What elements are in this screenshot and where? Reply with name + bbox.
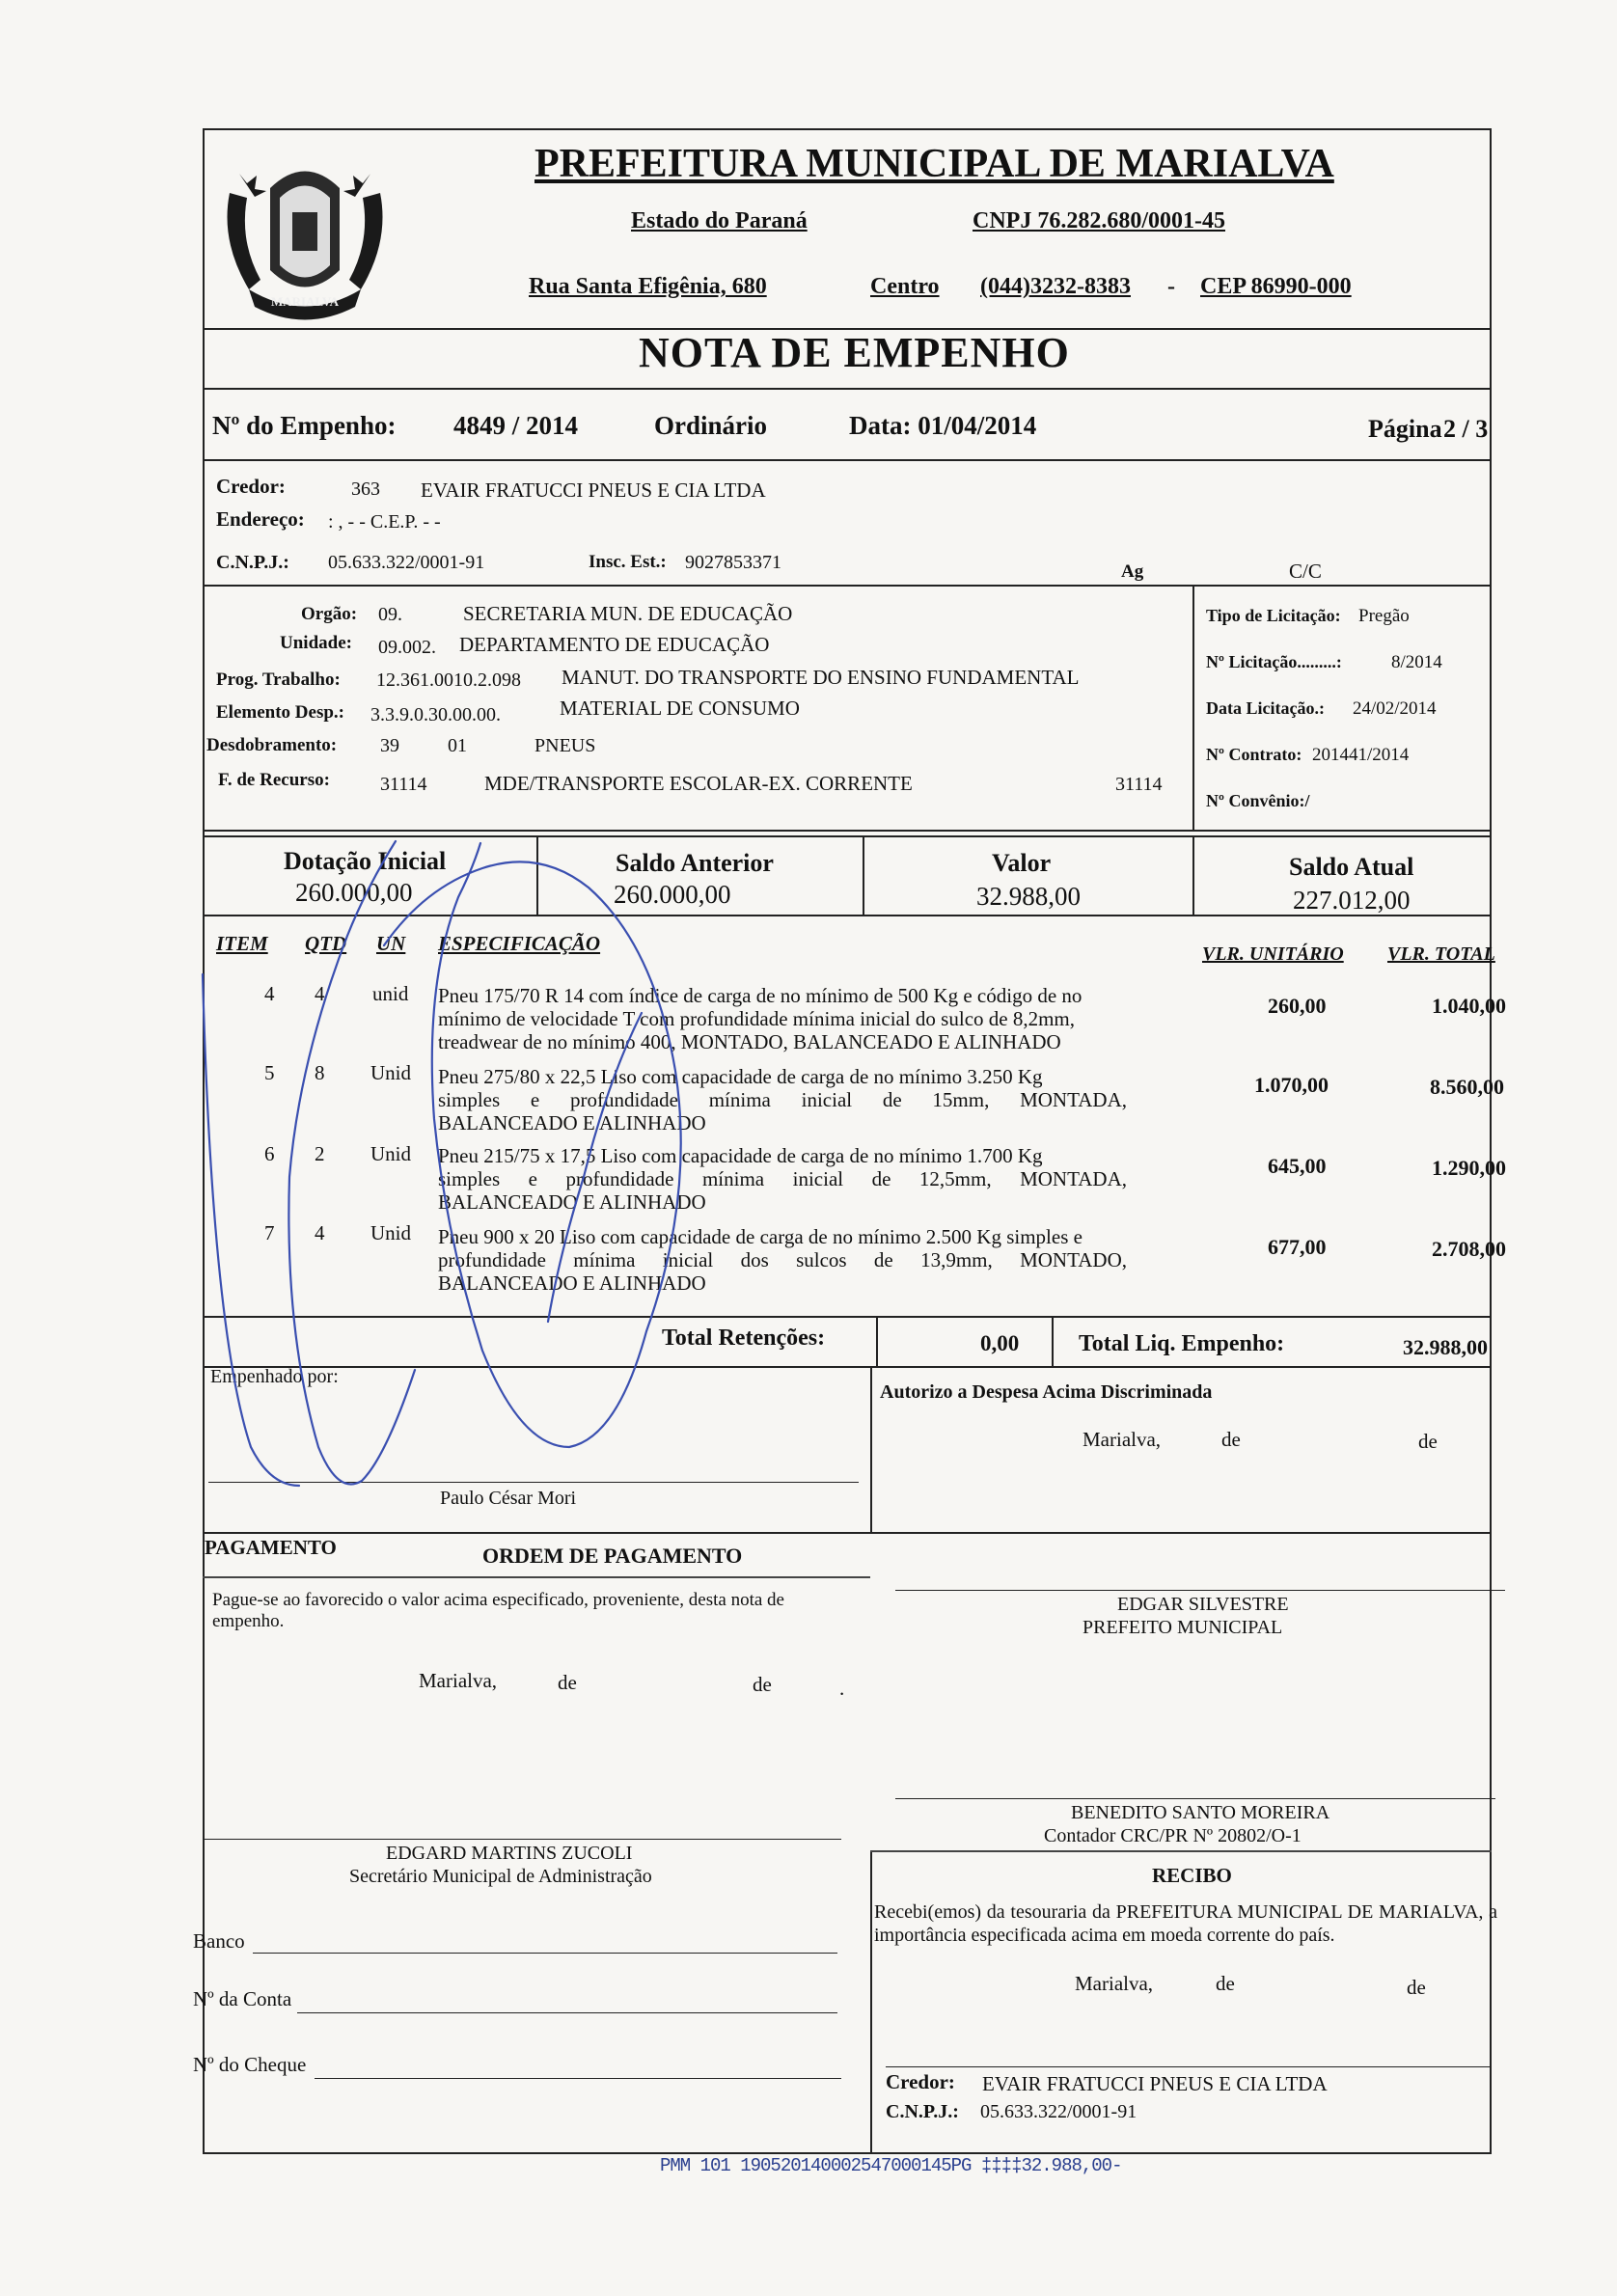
item-6-spec-line2: simples e profundidade mínima inicial de 12,5mm, MONTADA, <box>438 1167 1127 1190</box>
fonte-recurso-code: 31114 <box>380 774 427 795</box>
item-6-spec-line3: BALANCEADO E ALINHADO <box>438 1190 706 1214</box>
item-4-number: 4 <box>264 982 275 1005</box>
address-street: Rua Santa Efigênia, 680 <box>529 274 767 299</box>
item-5-number: 5 <box>264 1061 275 1084</box>
secretario-name: EDGARD MARTINS ZUCOLI <box>386 1843 633 1864</box>
empenhado-por-label: Empenhado por: <box>210 1366 339 1387</box>
recibo-cnpj: 05.633.322/0001-91 <box>980 2101 1137 2122</box>
page-title: PREFEITURA MUNICIPAL DE MARIALVA <box>534 142 1334 186</box>
data-licitacao: 24/02/2014 <box>1353 698 1437 719</box>
document-title: NOTA DE EMPENHO <box>639 329 1070 376</box>
item-6-spec-line1: Pneu 215/75 x 17,5 Liso com capacidade de carga de no mínimo 1.700 Kg <box>438 1144 1043 1167</box>
empenhado-por-name: Paulo César Mori <box>440 1488 577 1509</box>
desdobramento-code: 39 <box>380 735 399 756</box>
item-4-unit-price: 260,00 <box>1268 994 1327 1018</box>
contador-name: BENEDITO SANTO MOREIRA <box>1071 1802 1330 1823</box>
desdobramento-name: PNEUS <box>534 735 596 756</box>
pagamento-de-1: de <box>558 1671 577 1694</box>
elemento-despesa-label: Elemento Desp.: <box>216 702 344 723</box>
item-6-unit: Unid <box>370 1142 411 1165</box>
page-number: 2 / 3 <box>1443 415 1489 443</box>
prog-trabalho-name: MANUT. DO TRANSPORTE DO ENSINO FUNDAMENTAL <box>562 666 1080 689</box>
banco-field[interactable] <box>253 1953 837 1954</box>
empenho-type: Ordinário <box>654 411 768 440</box>
unidade-name: DEPARTAMENTO DE EDUCAÇÃO <box>459 633 770 656</box>
item-7-number: 7 <box>264 1221 275 1244</box>
pagamento-text: Pague-se ao favorecido o valor acima especificado, proveniente, desta nota de empenho. <box>212 1590 784 1631</box>
valor: 32.988,00 <box>976 882 1081 911</box>
desdobramento-label: Desdobramento: <box>206 735 338 755</box>
item-7-unit: Unid <box>370 1221 411 1244</box>
elemento-despesa-name: MATERIAL DE CONSUMO <box>560 697 800 720</box>
autorizo-label: Autorizo a Despesa Acima Discriminada <box>880 1381 1213 1403</box>
recibo-de-1: de <box>1216 1972 1235 1995</box>
item-5-unit-price: 1.070,00 <box>1254 1073 1329 1097</box>
item-6-qtd: 2 <box>315 1142 325 1165</box>
elemento-despesa-code: 3.3.9.0.30.00.00. <box>370 704 501 725</box>
orgao-name: SECRETARIA MUN. DE EDUCAÇÃO <box>463 602 793 625</box>
col-header-item: ITEM <box>216 932 268 955</box>
unidade-label: Unidade: <box>280 633 352 653</box>
endereco-label: Endereço: <box>216 507 305 531</box>
endereco-value: : , - - C.E.P. - - <box>328 511 441 533</box>
orgao-code: 09. <box>378 604 402 625</box>
total-retencoes: 0,00 <box>980 1331 1020 1355</box>
prefeito-name: EDGAR SILVESTRE <box>1117 1594 1289 1615</box>
saldo-atual: 227.012,00 <box>1293 886 1411 915</box>
num-licitacao-label: Nº Licitação.........: <box>1206 652 1342 671</box>
credor-code: 363 <box>351 478 380 500</box>
autenticacao-code: PMM 101 190520140002547000145PG ‡‡‡‡32.988,00- <box>660 2155 1122 2176</box>
item-7-spec-line2: profundidade mínima inicial dos sulcos de 13,9mm, MONTADO, <box>438 1248 1127 1271</box>
autorizo-place: Marialva, <box>1083 1428 1162 1451</box>
item-6-total: 1.290,00 <box>1432 1156 1506 1180</box>
valor-label: Valor <box>992 849 1052 877</box>
empenho-number: 4849 / 2014 <box>453 411 579 440</box>
col-header-vlr-total: VLR. TOTAL <box>1387 943 1495 965</box>
item-7-spec-line1: Pneu 900 x 20 Liso com capacidade de carga de no mínimo 2.500 Kg simples e <box>438 1225 1083 1248</box>
tipo-licitacao: Pregão <box>1358 606 1410 626</box>
recibo-title: RECIBO <box>1152 1864 1232 1887</box>
secretario-role: Secretário Municipal de Administração <box>349 1866 652 1887</box>
item-5-spec-line2: simples e profundidade mínima inicial de 15mm, MONTADA, <box>438 1088 1127 1111</box>
address-cep: CEP 86990-000 <box>1200 274 1352 299</box>
empenho-date: Data: 01/04/2014 <box>849 411 1037 440</box>
credor-cnpj-label: C.N.P.J.: <box>216 552 289 573</box>
cheque-label: Nº do Cheque <box>193 2053 307 2076</box>
contador-role: Contador CRC/PR Nº 20802/O-1 <box>1044 1825 1302 1846</box>
item-7-qtd: 4 <box>315 1221 325 1244</box>
address-phone: (044)3232-8383 <box>980 274 1131 299</box>
conta-field[interactable] <box>297 2012 837 2013</box>
municipal-crest-logo <box>210 135 399 328</box>
item-7-unit-price: 677,00 <box>1268 1235 1327 1259</box>
col-header-un: UN <box>376 932 406 955</box>
unidade-code: 09.002. <box>378 637 436 658</box>
pagamento-de-2: de <box>753 1673 772 1696</box>
dotacao-inicial-label: Dotação Inicial <box>284 847 447 875</box>
conta-label: Nº da Conta <box>193 1987 292 2010</box>
tipo-licitacao-label: Tipo de Licitação: <box>1206 606 1341 625</box>
recibo-place: Marialva, <box>1075 1972 1154 1995</box>
handwritten-signature <box>193 830 772 1505</box>
desdobramento-sub: 01 <box>448 735 467 756</box>
prog-trabalho-code: 12.361.0010.2.098 <box>376 670 521 691</box>
fonte-recurso-name: MDE/TRANSPORTE ESCOLAR-EX. CORRENTE <box>484 772 913 795</box>
item-5-spec-line1: Pneu 275/80 x 22,5 Liso com capacidade de carga de no mínimo 3.250 Kg <box>438 1065 1043 1088</box>
orgao-label: Orgão: <box>301 604 358 624</box>
address-district: Centro <box>870 274 940 299</box>
page-number-label: Página <box>1368 415 1442 443</box>
item-4-spec-line3: treadwear de no mínimo 400, MONTADO, BALANCEADO E ALINHADO <box>438 1030 1061 1053</box>
cnpj-header: CNPJ 76.282.680/0001-45 <box>973 208 1225 233</box>
total-liq: 32.988,00 <box>1403 1335 1488 1359</box>
recibo-credor-label: Credor: <box>886 2070 955 2093</box>
data-licitacao-label: Data Licitação.: <box>1206 698 1325 718</box>
recibo-credor: EVAIR FRATUCCI PNEUS E CIA LTDA <box>982 2072 1328 2095</box>
pagamento-label: PAGAMENTO <box>205 1536 337 1559</box>
convenio-label: Nº Convênio:/ <box>1206 791 1310 810</box>
item-4-spec-line2: mínimo de velocidade T com profundidade mínima inicial do sulco de 8,2mm, <box>438 1007 1076 1030</box>
address-separator: - <box>1167 274 1175 299</box>
dotacao-inicial: 260.000,00 <box>295 878 413 907</box>
autorizo-de-1: de <box>1221 1428 1241 1451</box>
saldo-anterior: 260.000,00 <box>614 880 731 909</box>
insc-est-label: Insc. Est.: <box>589 552 667 572</box>
pagamento-dot: . <box>839 1677 845 1700</box>
contrato-number: 201441/2014 <box>1312 745 1410 765</box>
item-5-unit: Unid <box>370 1061 411 1084</box>
recibo-text: Recebi(emos) da tesouraria da PREFEITURA MUNICIPAL DE MARIALVA, a importância especificada acima em moeda corrente do país. <box>874 1901 1497 1946</box>
col-header-qtd: QTD <box>305 932 347 955</box>
banco-label: Banco <box>193 1929 245 1953</box>
credor-name: EVAIR FRATUCCI PNEUS E CIA LTDA <box>421 478 766 502</box>
saldo-atual-label: Saldo Atual <box>1289 853 1414 881</box>
account-label: C/C <box>1289 560 1322 583</box>
fonte-recurso-code-2: 31114 <box>1115 774 1163 795</box>
col-header-vlr-unitario: VLR. UNITÁRIO <box>1202 943 1344 965</box>
total-liq-label: Total Liq. Empenho: <box>1079 1331 1285 1356</box>
item-4-unit: unid <box>372 982 409 1005</box>
insc-est: 9027853371 <box>685 552 781 573</box>
item-4-spec-line1: Pneu 175/70 R 14 com índice de carga de no mínimo de 500 Kg e código de no <box>438 984 1083 1007</box>
recibo-cnpj-label: C.N.P.J.: <box>886 2101 959 2122</box>
item-5-spec-line3: BALANCEADO E ALINHADO <box>438 1111 706 1134</box>
pagamento-place: Marialva, <box>419 1669 498 1692</box>
agency-label: Ag <box>1121 561 1144 582</box>
item-5-total: 8.560,00 <box>1430 1075 1504 1099</box>
state-label: Estado do Paraná <box>631 208 808 233</box>
contrato-label: Nº Contrato: <box>1206 745 1302 764</box>
item-4-qtd: 4 <box>315 982 325 1005</box>
item-7-total: 2.708,00 <box>1432 1237 1506 1261</box>
item-4-total: 1.040,00 <box>1432 994 1506 1018</box>
credor-cnpj: 05.633.322/0001-91 <box>328 552 485 573</box>
cheque-field[interactable] <box>315 2078 841 2079</box>
ordem-pagamento-label: ORDEM DE PAGAMENTO <box>482 1544 743 1568</box>
prog-trabalho-label: Prog. Trabalho: <box>216 670 341 690</box>
item-5-qtd: 8 <box>315 1061 325 1084</box>
prefeito-role: PREFEITO MUNICIPAL <box>1083 1617 1283 1638</box>
item-7-spec-line3: BALANCEADO E ALINHADO <box>438 1271 706 1295</box>
svg-text:MARIALVA: MARIALVA <box>270 294 340 309</box>
autorizo-de-2: de <box>1418 1430 1438 1453</box>
total-retencoes-label: Total Retenções: <box>662 1326 826 1351</box>
credor-label: Credor: <box>216 475 286 498</box>
item-6-unit-price: 645,00 <box>1268 1154 1327 1178</box>
empenho-number-label: Nº do Empenho: <box>212 411 397 440</box>
recibo-de-2: de <box>1407 1976 1426 1999</box>
num-licitacao: 8/2014 <box>1391 652 1442 672</box>
item-6-number: 6 <box>264 1142 275 1165</box>
fonte-recurso-label: F. de Recurso: <box>218 770 330 790</box>
saldo-anterior-label: Saldo Anterior <box>616 849 774 877</box>
col-header-spec: ESPECIFICAÇÃO <box>438 932 601 955</box>
